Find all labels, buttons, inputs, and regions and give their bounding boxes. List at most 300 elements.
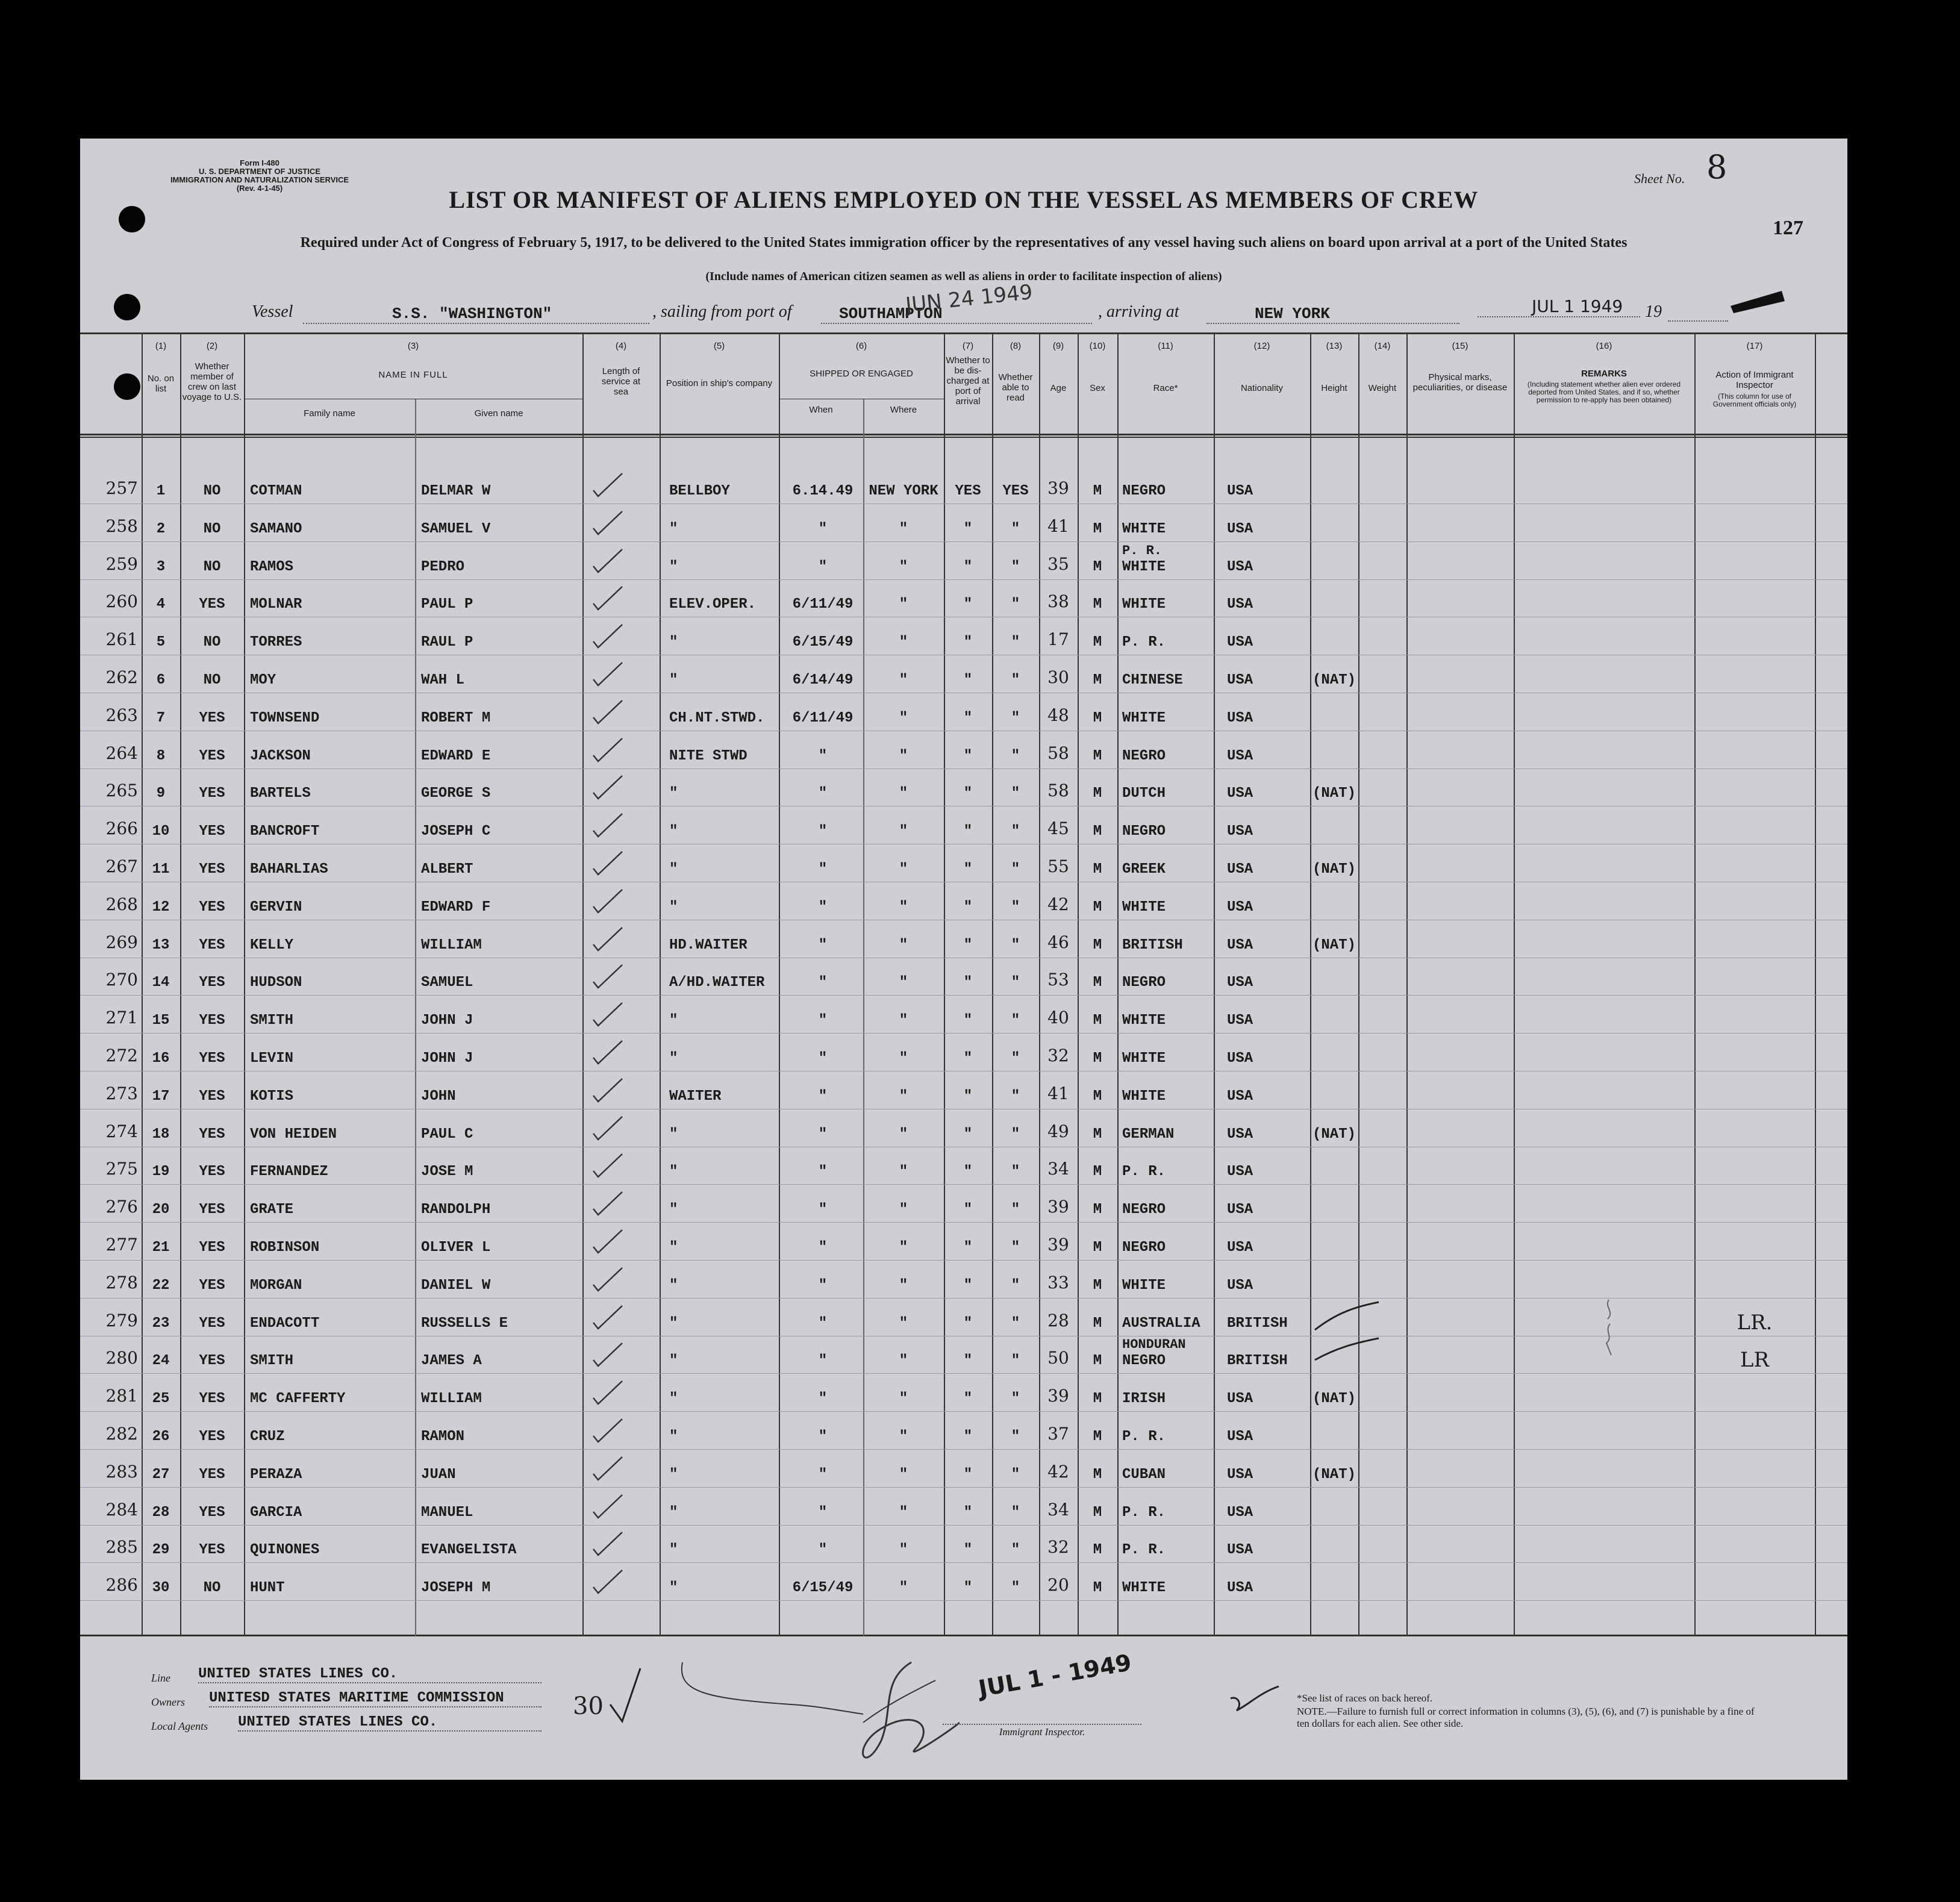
cell-nat: USA <box>1227 1126 1253 1143</box>
cell-position: " <box>669 634 678 651</box>
col-1-header: No. on list <box>147 373 175 394</box>
cell-where: " <box>899 1202 908 1218</box>
cell-family: MC CAFFERTY <box>250 1391 346 1408</box>
cell-where: " <box>899 1164 908 1180</box>
cell-ref: 275 <box>105 1159 138 1179</box>
cell-no: 18 <box>152 1126 170 1143</box>
cell-disch: " <box>963 1580 973 1597</box>
cell-ref: 270 <box>105 970 138 990</box>
cell-position: " <box>669 1164 678 1180</box>
tick-mark <box>1225 1680 1285 1723</box>
cell-ref: 261 <box>105 629 138 650</box>
cell-age: 37 <box>1047 1424 1069 1444</box>
cell-read: " <box>1011 1504 1020 1521</box>
col-12-number: (12) <box>1253 341 1270 351</box>
cell-race: WHITE <box>1122 1277 1166 1294</box>
cell-last: YES <box>199 1466 225 1483</box>
cell-given: JOHN <box>421 1088 456 1105</box>
row-divider <box>80 1525 1847 1526</box>
col-6-header: SHIPPED OR ENGAGED <box>810 369 913 379</box>
cell-disch: " <box>963 1202 973 1218</box>
cell-read: " <box>1011 1466 1020 1483</box>
include-note: (Include names of American citizen seamen as well as aliens in order to facilitate inspection of aliens) <box>705 270 1222 283</box>
col-family-header: Family name <box>304 408 355 419</box>
service-check-icon <box>580 659 628 695</box>
cell-sex: M <box>1093 1164 1102 1180</box>
port-from: SOUTHAMPTON <box>821 305 1092 324</box>
cell-sex: M <box>1093 1012 1102 1029</box>
cell-race: P. R. <box>1122 1429 1166 1445</box>
cell-sex: M <box>1093 672 1102 688</box>
cell-ref: 281 <box>105 1386 138 1406</box>
cell-position: " <box>669 1391 678 1408</box>
cell-disch: " <box>963 1012 973 1029</box>
cell-no: 27 <box>152 1466 170 1483</box>
cell-position: " <box>669 1504 678 1521</box>
cell-last: YES <box>199 1239 225 1256</box>
service-check-icon <box>580 1567 628 1603</box>
cell-sex: M <box>1093 1580 1102 1597</box>
cell-family: BANCROFT <box>250 823 320 840</box>
cell-ref: 265 <box>105 781 138 801</box>
service-check-icon <box>580 1264 628 1300</box>
cell-ref: 278 <box>105 1272 138 1292</box>
cell-position: " <box>669 1202 678 1218</box>
cell-nat: USA <box>1227 483 1253 499</box>
col-9-header: Age <box>1050 383 1067 393</box>
cell-last: YES <box>199 1202 225 1218</box>
cell-where: " <box>899 672 908 688</box>
cell-disch: " <box>963 1277 973 1294</box>
cell-where: " <box>899 1466 908 1483</box>
local-agents-label: Local Agents <box>151 1720 208 1732</box>
cell-ref: 286 <box>105 1575 138 1595</box>
cell-last: YES <box>199 1277 225 1294</box>
cell-no: 24 <box>152 1353 170 1370</box>
service-check-icon <box>580 810 628 846</box>
cell-where: " <box>899 1580 908 1597</box>
cell-when: " <box>818 785 828 802</box>
cell-given: PAUL P <box>421 596 473 613</box>
cell-age: 30 <box>1047 667 1069 687</box>
cell-disch: " <box>963 558 973 575</box>
cell-family: SMITH <box>250 1012 294 1029</box>
cell-family: CRUZ <box>250 1429 285 1445</box>
cell-race: WHITE <box>1122 1088 1166 1105</box>
col-10-number: (10) <box>1089 341 1106 351</box>
cell-race: WHITE <box>1122 520 1166 537</box>
cell-last: YES <box>199 1088 225 1105</box>
cell-race: CUBAN <box>1122 1466 1166 1483</box>
cell-read: YES <box>1002 483 1029 499</box>
cell-given: RAUL P <box>421 634 473 651</box>
col-17-header: Action of Immigrant Inspector <box>1715 370 1794 390</box>
cell-age: 39 <box>1047 1197 1069 1217</box>
cell-race: WHITE <box>1122 1580 1166 1597</box>
owners-label: Owners <box>151 1696 186 1708</box>
cell-given: GEORGE S <box>421 785 491 802</box>
cell-read: " <box>1011 1239 1020 1256</box>
cell-given: PEDRO <box>421 558 465 575</box>
cell-given: OLIVER L <box>421 1239 491 1256</box>
cell-where: " <box>899 747 908 764</box>
cell-last: YES <box>199 1050 225 1067</box>
cell-nat: USA <box>1227 1088 1253 1105</box>
cell-race: NEGRO <box>1122 1202 1166 1218</box>
cell-age: 38 <box>1047 591 1069 612</box>
punch-hole <box>114 294 140 320</box>
cell-given: JOHN J <box>421 1012 473 1029</box>
cell-where: " <box>899 1504 908 1521</box>
cell-disch: " <box>963 1164 973 1180</box>
cell-nat: USA <box>1227 1391 1253 1408</box>
cell-position: " <box>669 1050 678 1067</box>
inspector-signature <box>598 1656 960 1780</box>
cell-last: YES <box>199 1542 225 1559</box>
service-check-icon <box>580 1377 628 1414</box>
service-check-icon <box>580 1188 628 1224</box>
service-check-icon <box>580 1415 628 1451</box>
cell-given: ROBERT M <box>421 709 491 726</box>
cell-height: (NAT) <box>1312 672 1356 688</box>
cell-race: WHITE <box>1122 899 1166 915</box>
cell-no: 5 <box>156 634 166 651</box>
cell-sex: M <box>1093 974 1102 991</box>
cell-ref: 263 <box>105 705 138 725</box>
cell-disch: " <box>963 672 973 688</box>
cell-sex: M <box>1093 709 1102 726</box>
cell-age: 28 <box>1047 1310 1069 1330</box>
cell-when: " <box>818 974 828 991</box>
service-check-icon <box>580 1491 628 1527</box>
cell-given: ALBERT <box>421 861 473 878</box>
cell-sex: M <box>1093 785 1102 802</box>
cell-age: 45 <box>1047 818 1069 839</box>
cell-where: " <box>899 520 908 537</box>
cell-where: " <box>899 1050 908 1067</box>
cell-when: " <box>818 1429 828 1445</box>
cell-read: " <box>1011 1580 1020 1597</box>
col-13-number: (13) <box>1326 341 1343 351</box>
cell-sex: M <box>1093 1504 1102 1521</box>
cell-position: " <box>669 861 678 878</box>
cell-last: YES <box>199 1429 225 1445</box>
col-16-subheader: (Including statement whether alien ever ordered deported from United States, and if so, whether permission to re-apply has been obtained) <box>1527 380 1681 404</box>
cell-position: WAITER <box>669 1088 722 1105</box>
cell-sex: M <box>1093 596 1102 613</box>
cell-height: (NAT) <box>1312 1391 1356 1408</box>
cell-given: RANDOLPH <box>421 1202 491 1218</box>
cell-race: WHITE <box>1122 709 1166 726</box>
col-11-header: Race* <box>1153 383 1178 393</box>
row-divider <box>80 1033 1847 1034</box>
row-divider <box>80 1222 1847 1223</box>
page-stamp: 127 <box>1773 217 1803 239</box>
cell-position: " <box>669 1466 678 1483</box>
cell-disch: " <box>963 823 973 840</box>
cell-nat: USA <box>1227 823 1253 840</box>
cell-position: " <box>669 899 678 915</box>
cell-ref: 268 <box>105 894 138 914</box>
service-check-icon <box>580 1529 628 1565</box>
col-11-number: (11) <box>1158 341 1173 351</box>
cell-where: " <box>899 558 908 575</box>
vessel-label: Vessel <box>252 302 293 321</box>
ink-mark <box>1724 282 1791 318</box>
cell-last: YES <box>199 899 225 915</box>
cell-nat: USA <box>1227 672 1253 688</box>
nationality-tick-marks <box>1312 1295 1385 1367</box>
cell-read: " <box>1011 974 1020 991</box>
vessel-name: S.S. "WASHINGTON" <box>303 305 649 324</box>
col-where-header: Where <box>890 405 917 415</box>
cell-read: " <box>1011 1542 1020 1559</box>
cell-last: NO <box>203 634 221 651</box>
cell-position: " <box>669 1239 678 1256</box>
cell-nat: USA <box>1227 937 1253 953</box>
cell-where: " <box>899 1012 908 1029</box>
sailing-date-stamp: JUN 24 1949 <box>904 280 1034 317</box>
cell-ref: 262 <box>105 667 138 687</box>
col-12-header: Nationality <box>1240 383 1284 393</box>
cell-disch: " <box>963 1542 973 1559</box>
cell-last: YES <box>199 1504 225 1521</box>
cell-when: " <box>818 1239 828 1256</box>
cell-given: WAH L <box>421 672 465 688</box>
cell-ref: 264 <box>105 743 138 763</box>
cell-age: 39 <box>1047 478 1069 498</box>
cell-age: 34 <box>1047 1159 1069 1179</box>
col-6-number: (6) <box>855 341 867 351</box>
cell-nat: USA <box>1227 1164 1253 1180</box>
cell-when: 6/11/49 <box>792 709 854 726</box>
cell-when: " <box>818 1391 828 1408</box>
cell-no: 20 <box>152 1202 170 1218</box>
cell-disch: " <box>963 709 973 726</box>
col-4-header: Length of service at sea <box>601 366 641 397</box>
col-16-header: REMARKS <box>1581 369 1627 379</box>
service-check-icon <box>580 1302 628 1338</box>
cell-read: " <box>1011 1202 1020 1218</box>
cell-no: 26 <box>152 1429 170 1445</box>
cell-family: TORRES <box>250 634 302 651</box>
cell-read: " <box>1011 1429 1020 1445</box>
row-divider <box>80 1373 1847 1374</box>
cell-age: 20 <box>1047 1575 1069 1595</box>
cell-given: EDWARD F <box>421 899 491 915</box>
cell-read: " <box>1011 747 1020 764</box>
service-check-icon <box>580 772 628 808</box>
cell-position: NITE STWD <box>669 747 747 764</box>
cell-nat: USA <box>1227 1050 1253 1067</box>
cell-nat: USA <box>1227 974 1253 991</box>
cell-family: GRATE <box>250 1202 294 1218</box>
cell-family: MOLNAR <box>250 596 302 613</box>
cell-position: HD.WAITER <box>669 937 747 953</box>
cell-disch: " <box>963 634 973 651</box>
cell-where: " <box>899 1391 908 1408</box>
service-check-icon <box>580 1339 628 1376</box>
cell-action: LR. <box>1737 1310 1773 1335</box>
cell-read: " <box>1011 709 1020 726</box>
cell-when: " <box>818 1504 828 1521</box>
cell-position: ELEV.OPER. <box>669 596 757 613</box>
cell-position: " <box>669 823 678 840</box>
cell-where: " <box>899 974 908 991</box>
cell-last: YES <box>199 861 225 878</box>
cell-no: 25 <box>152 1391 170 1408</box>
cell-age: 42 <box>1047 894 1069 914</box>
cell-given: DANIEL W <box>421 1277 491 1294</box>
cell-last: YES <box>199 1315 225 1332</box>
cell-last: NO <box>203 520 221 537</box>
cell-no: 9 <box>156 785 166 802</box>
cell-read: " <box>1011 823 1020 840</box>
cell-sex: M <box>1093 823 1102 840</box>
cell-position: " <box>669 672 678 688</box>
row-divider <box>80 1600 1847 1601</box>
cell-ref: 285 <box>105 1537 138 1557</box>
cell-disch: YES <box>955 483 981 499</box>
line-label: Line <box>151 1672 171 1684</box>
cell-height: (NAT) <box>1312 785 1356 802</box>
cell-ref: 282 <box>105 1424 138 1444</box>
cell-age: 53 <box>1047 970 1069 990</box>
cell-race: DUTCH <box>1122 785 1166 802</box>
cell-disch: " <box>963 1050 973 1067</box>
arrival-date: JUL 1 1949 <box>1478 296 1640 317</box>
row-divider <box>80 1298 1847 1299</box>
cell-no: 21 <box>152 1239 170 1256</box>
cell-nat: USA <box>1227 1580 1253 1597</box>
penalty-note: NOTE.—Failure to furnish full or correct information in columns (3), (5), (6), and (7) is punishable by a fine of ten dollars for each alien. See other side. <box>1297 1706 1755 1729</box>
punch-hole <box>114 373 140 400</box>
cell-family: SAMANO <box>250 520 302 537</box>
row-divider <box>80 1260 1847 1261</box>
cell-no: 23 <box>152 1315 170 1332</box>
cell-race: IRISH <box>1122 1391 1166 1408</box>
cell-given: RUSSELLS E <box>421 1315 508 1332</box>
cell-age: 32 <box>1047 1537 1069 1557</box>
col-5-number: (5) <box>713 341 725 351</box>
cell-given: JUAN <box>421 1466 456 1483</box>
cell-disch: " <box>963 1088 973 1105</box>
cell-no: 3 <box>156 558 166 575</box>
cell-nat: USA <box>1227 1239 1253 1256</box>
cell-age: 50 <box>1047 1348 1069 1368</box>
service-check-icon <box>580 961 628 997</box>
cell-nat: USA <box>1227 520 1253 537</box>
cell-no: 4 <box>156 596 166 613</box>
sailing-label: , sailing from port of <box>652 302 792 321</box>
cell-read: " <box>1011 1353 1020 1370</box>
cell-read: " <box>1011 1391 1020 1408</box>
cell-action: LR <box>1740 1348 1770 1373</box>
cell-no: 22 <box>152 1277 170 1294</box>
cell-family: KOTIS <box>250 1088 294 1105</box>
cell-ref: 277 <box>105 1235 138 1255</box>
cell-family: PERAZA <box>250 1466 302 1483</box>
cell-age: 33 <box>1047 1272 1069 1292</box>
cell-disch: " <box>963 1126 973 1143</box>
cell-age: 40 <box>1047 1008 1069 1028</box>
cell-position: " <box>669 1315 678 1332</box>
inspector-label: Immigrant Inspector. <box>943 1724 1141 1738</box>
service-check-icon <box>580 886 628 922</box>
cell-given: SAMUEL V <box>421 520 491 537</box>
cell-no: 17 <box>152 1088 170 1105</box>
cell-read: " <box>1011 1277 1020 1294</box>
cell-given: MANUEL <box>421 1504 473 1521</box>
cell-when: " <box>818 1466 828 1483</box>
cell-sex: M <box>1093 1277 1102 1294</box>
cell-sex: M <box>1093 483 1102 499</box>
cell-when: 6/15/49 <box>792 634 854 651</box>
cell-race: WHITE <box>1122 596 1166 613</box>
service-check-icon <box>580 1075 628 1111</box>
col-10-header: Sex <box>1090 383 1105 393</box>
cell-race: BRITISH <box>1122 937 1183 953</box>
cell-no: 10 <box>152 823 170 840</box>
cell-last: NO <box>203 672 221 688</box>
cell-nat: USA <box>1227 747 1253 764</box>
count-mark: 30 <box>573 1692 604 1720</box>
cell-ref: 267 <box>105 856 138 876</box>
cell-no: 29 <box>152 1542 170 1559</box>
col-3-header: NAME IN FULL <box>378 370 448 380</box>
service-check-icon <box>580 697 628 733</box>
cell-last: YES <box>199 596 225 613</box>
cell-when: " <box>818 1315 828 1332</box>
cell-disch: " <box>963 747 973 764</box>
service-check-icon <box>580 508 628 544</box>
cell-sex: M <box>1093 937 1102 953</box>
cell-when: 6/14/49 <box>792 672 854 688</box>
cell-given: DELMAR W <box>421 483 491 499</box>
cell-ref: 266 <box>105 818 138 839</box>
cell-last: YES <box>199 937 225 953</box>
cell-age: 17 <box>1047 629 1069 650</box>
cell-race: NEGRO <box>1122 483 1166 499</box>
cell-nat: USA <box>1227 1504 1253 1521</box>
cell-where: " <box>899 861 908 878</box>
cell-last: YES <box>199 1012 225 1029</box>
cell-race: GREEK <box>1122 861 1166 878</box>
cell-when: 6/15/49 <box>792 1580 854 1597</box>
cell-read: " <box>1011 1164 1020 1180</box>
cell-disch: " <box>963 596 973 613</box>
cell-when: " <box>818 861 828 878</box>
cell-family: BARTELS <box>250 785 311 802</box>
cell-family: HUNT <box>250 1580 285 1597</box>
cell-family: KELLY <box>250 937 294 953</box>
cell-no: 16 <box>152 1050 170 1067</box>
cell-race: NEGRO <box>1122 974 1166 991</box>
cell-given: PAUL C <box>421 1126 473 1143</box>
col-14-number: (14) <box>1374 341 1391 351</box>
cell-no: 13 <box>152 937 170 953</box>
cell-when: " <box>818 1088 828 1105</box>
cell-no: 15 <box>152 1012 170 1029</box>
service-check-icon <box>580 848 628 884</box>
cell-read: " <box>1011 1126 1020 1143</box>
cell-where: " <box>899 823 908 840</box>
cell-nat: USA <box>1227 899 1253 915</box>
year-label: 19 <box>1645 302 1662 321</box>
cell-ref: 260 <box>105 591 138 612</box>
col-given-header: Given name <box>474 408 523 419</box>
cell-race-top: HONDURAN <box>1122 1337 1186 1353</box>
